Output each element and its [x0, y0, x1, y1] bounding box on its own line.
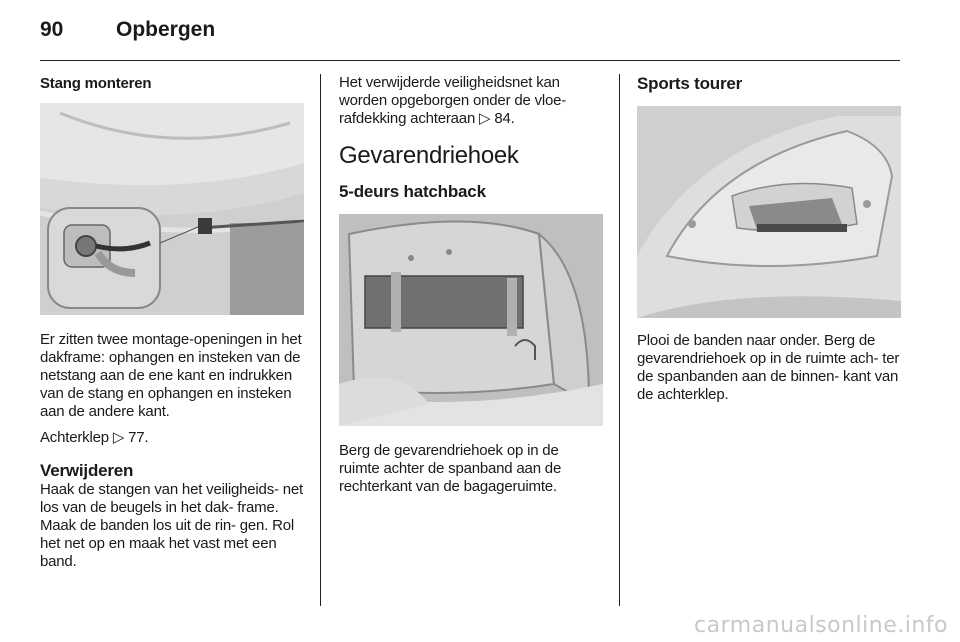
subheading-sports-tourer: Sports tourer [637, 74, 743, 93]
sports-tourer-illustration [637, 106, 901, 318]
chapter-title: Opbergen [116, 18, 216, 41]
subheading-5-door-hatchback: 5-deurs hatchback [339, 182, 486, 201]
column-1 [40, 74, 304, 579]
figure-rod-mounting [40, 103, 304, 315]
column-divider-1 [320, 74, 321, 606]
rod-mounting-illustration [40, 103, 304, 315]
section-heading-gevarendriehoek: Gevarendriehoek [339, 142, 519, 169]
column-2 [339, 74, 603, 504]
paragraph-hatchback-storage: Berg de gevarendriehoek op in de ruimte achter de spanband aan de rechterkant van de bagageruimte. [339, 442, 562, 495]
paragraph-tailgate-ref: Achterklep ▷ 77. [40, 429, 149, 446]
paragraph-sports-tourer-storage: Plooi de banden naar onder. Berg de gevarendriehoek op in de ruimte ach- ter de spanbanden aan de binnen- kant van de achterklep. [637, 332, 900, 403]
header-rule [40, 60, 900, 61]
section-heading-verwijderen: Verwijderen [40, 461, 134, 480]
paragraph-net-storage: Het verwijderde veiligheidsnet kan worden opgeborgen onder de vloe- rafdekking achteraan ▷ 84. [339, 74, 567, 127]
column-divider-2 [619, 74, 620, 606]
paragraph-removal: Haak de stangen van het veiligheids- net los van de beugels in het dak- frame. Maak de banden los uit de rin- gen. Rol het net op en maak het vast met een band. [40, 481, 304, 570]
figure-sports-tourer-triangle [637, 106, 901, 318]
hatchback-triangle-illustration [339, 214, 603, 426]
page-number: 90 [40, 18, 64, 41]
figure-hatchback-triangle [339, 214, 603, 426]
section-heading-stang-monteren: Stang monteren [40, 75, 152, 92]
watermark-text: carmanualsonline.info [694, 613, 948, 638]
column-3 [637, 74, 901, 412]
paragraph-mounting: Er zitten twee montage-openingen in het dakframe: ophangen en insteken van de netstang aan de ene kant en indrukken van de stang en ophangen en insteken aan de andere kant. [40, 331, 302, 420]
